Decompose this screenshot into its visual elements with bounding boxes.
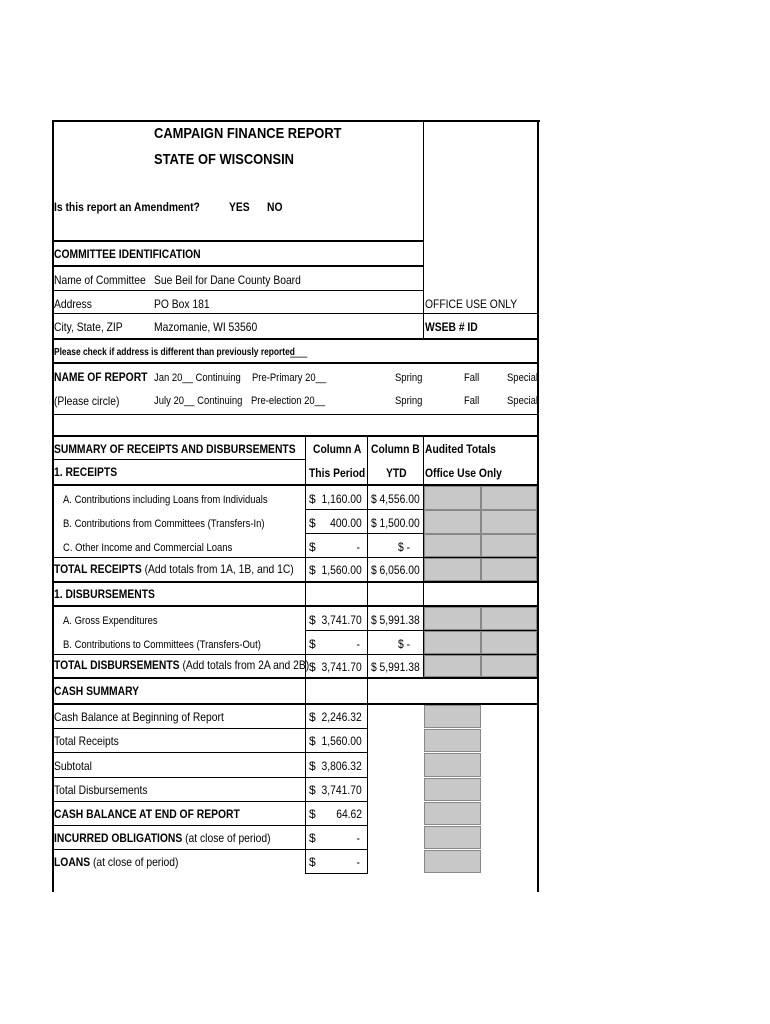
divider — [52, 362, 539, 364]
office-use-cell — [424, 607, 481, 630]
report-option[interactable]: Spring — [395, 395, 423, 407]
office-use-cell — [481, 534, 537, 557]
divider — [52, 290, 424, 291]
audited-totals-header: Audited Totals — [425, 442, 496, 456]
receipt-b-col-a[interactable]: 400.00 — [330, 516, 362, 530]
report-circle-label: (Please circle) — [54, 394, 120, 408]
report-subtitle: STATE OF WISCONSIN — [154, 151, 294, 168]
receipt-b-label: B. Contributions from Committees (Transfers-In) — [63, 518, 265, 530]
divider — [52, 459, 306, 460]
receipt-c-col-a[interactable]: - — [356, 540, 360, 554]
report-option[interactable]: Special — [507, 372, 539, 384]
cash-row-value[interactable]: 3,741.70 — [321, 783, 362, 797]
receipt-a-label: A. Contributions including Loans from Individuals — [63, 494, 268, 506]
committee-name-label: Name of Committee — [54, 273, 146, 287]
office-use-cell — [424, 486, 481, 510]
disbursement-b-col-b[interactable]: $ - — [397, 637, 410, 651]
office-use-cell — [481, 558, 537, 581]
divider — [52, 313, 539, 314]
office-use-only: OFFICE USE ONLY — [425, 297, 518, 311]
currency-sign: $ — [309, 831, 316, 845]
committee-name-value[interactable]: Sue Beil for Dane County Board — [154, 273, 301, 287]
incurred-value[interactable]: - — [356, 831, 360, 845]
column-b-subheader: YTD — [386, 466, 407, 480]
office-use-cell — [424, 826, 481, 849]
office-use-cell — [424, 655, 481, 677]
column-b-header: Column B — [371, 442, 420, 456]
divider — [52, 677, 539, 679]
city-label: City, State, ZIP — [54, 320, 123, 334]
office-use-cell — [481, 631, 537, 654]
report-option[interactable]: Jan 20__ Continuing — [154, 372, 241, 384]
office-use-cell — [424, 753, 481, 777]
disbursements-heading: 1. DISBURSEMENTS — [54, 587, 155, 601]
disbursement-a-label: A. Gross Expenditures — [63, 615, 158, 627]
column-a-subheader: This Period — [309, 466, 366, 480]
report-title: CAMPAIGN FINANCE REPORT — [154, 125, 342, 142]
total-receipts-bold: TOTAL RECEIPTS — [54, 562, 142, 576]
divider — [305, 873, 368, 874]
divider — [52, 240, 424, 242]
disbursement-a-col-b[interactable]: $ 5,991.38 — [371, 613, 420, 627]
currency-sign: $ — [309, 516, 316, 530]
divider — [52, 581, 539, 583]
receipt-c-col-b[interactable]: $ - — [397, 540, 410, 554]
receipts-heading: 1. RECEIPTS — [54, 465, 118, 479]
receipt-a-col-a[interactable]: 1,160.00 — [321, 492, 362, 506]
total-receipts-note: (Add totals from 1A, 1B, and 1C) — [141, 562, 294, 576]
receipt-b-col-b[interactable]: $ 1,500.00 — [371, 516, 420, 530]
cash-row-value[interactable]: 2,246.32 — [321, 710, 362, 724]
office-use-subheader: Office Use Only — [425, 466, 502, 480]
city-value[interactable]: Mazomanie, WI 53560 — [154, 320, 258, 334]
office-use-cell — [424, 631, 481, 654]
loans-bold: LOANS — [54, 855, 91, 869]
office-use-cell — [424, 705, 481, 728]
frame-top — [52, 120, 540, 122]
office-use-cell — [481, 607, 537, 630]
currency-sign: $ — [309, 710, 316, 724]
office-use-cell — [424, 802, 481, 825]
report-option[interactable]: Special — [507, 395, 539, 407]
office-use-cell — [424, 558, 481, 581]
cash-row-value[interactable]: 3,806.32 — [321, 759, 362, 773]
report-option[interactable]: Fall — [464, 372, 480, 384]
currency-sign: $ — [309, 783, 316, 797]
currency-sign: $ — [309, 807, 316, 821]
divider — [52, 752, 368, 753]
cash-end-label: CASH BALANCE AT END OF REPORT — [54, 807, 240, 821]
cash-row-value[interactable]: 1,560.00 — [321, 734, 362, 748]
total-disbursements-col-b[interactable]: $ 5,991.38 — [371, 660, 420, 674]
cash-row-label: Total Disbursements — [54, 783, 148, 797]
report-option[interactable]: Pre-Primary 20__ — [252, 372, 327, 384]
total-disbursements-bold: TOTAL DISBURSEMENTS — [54, 658, 180, 672]
divider — [52, 825, 368, 826]
divider — [52, 728, 368, 729]
office-divider — [423, 120, 424, 340]
receipt-c-label: C. Other Income and Commercial Loans — [63, 542, 233, 554]
report-option[interactable]: Spring — [395, 372, 423, 384]
divider — [52, 849, 368, 850]
wseb-id-label: WSEB # ID — [425, 320, 478, 334]
cash-row-label: Total Receipts — [54, 734, 119, 748]
total-receipts-col-a[interactable]: 1,560.00 — [321, 563, 362, 577]
report-option[interactable]: Pre-election 20__ — [251, 395, 326, 407]
incurred-label — [54, 831, 271, 845]
currency-sign: $ — [309, 855, 316, 869]
incurred-bold: INCURRED OBLIGATIONS — [54, 831, 183, 845]
receipt-a-col-b[interactable]: $ 4,556.00 — [371, 492, 420, 506]
committee-section-label: COMMITTEE IDENTIFICATION — [54, 247, 201, 261]
loans-value[interactable]: - — [356, 855, 360, 869]
currency-sign: $ — [309, 734, 316, 748]
total-receipts-label — [54, 562, 294, 576]
currency-sign: $ — [309, 759, 316, 773]
currency-sign: $ — [309, 613, 316, 627]
currency-sign: $ — [309, 540, 316, 554]
office-use-cell — [424, 729, 481, 752]
office-use-cell — [481, 655, 537, 677]
amendment-yes[interactable]: YES — [229, 200, 250, 214]
total-disbursements-col-a[interactable]: 3,741.70 — [321, 660, 362, 674]
currency-sign: $ — [309, 492, 316, 506]
divider — [52, 777, 368, 778]
amendment-question: Is this report an Amendment? — [54, 200, 200, 214]
address-label: Address — [54, 297, 92, 311]
report-option[interactable]: Fall — [464, 395, 480, 407]
cash-summary-heading: CASH SUMMARY — [54, 684, 140, 698]
incurred-note: (at close of period) — [182, 831, 271, 845]
loans-label — [54, 855, 178, 869]
disbursement-b-label: B. Contributions to Committees (Transfers-Out) — [63, 639, 261, 651]
amendment-no[interactable]: NO — [267, 200, 283, 214]
office-use-cell — [424, 510, 481, 534]
office-use-cell — [424, 850, 481, 873]
office-use-cell — [481, 510, 537, 534]
cash-row-label: Cash Balance at Beginning of Report — [54, 710, 224, 724]
disbursement-a-col-a[interactable]: 3,741.70 — [321, 613, 362, 627]
currency-sign: $ — [309, 563, 316, 577]
column-a-header: Column A — [313, 442, 362, 456]
divider — [52, 435, 539, 437]
office-use-cell — [424, 534, 481, 557]
cash-row-label: Subtotal — [54, 759, 92, 773]
divider — [52, 338, 539, 340]
currency-sign: $ — [309, 637, 316, 651]
frame-right — [537, 120, 539, 892]
divider — [52, 801, 368, 802]
address-check-blank[interactable]: ___ — [290, 344, 308, 358]
office-use-cell — [424, 778, 481, 801]
divider — [52, 414, 539, 415]
report-option[interactable]: July 20__ Continuing — [154, 395, 243, 407]
cash-end-value[interactable]: 64.62 — [336, 807, 362, 821]
report-name-label: NAME OF REPORT — [54, 370, 148, 384]
loans-note: (at close of period) — [90, 855, 179, 869]
address-check-text: Please check if address is different than previously reported — [54, 347, 295, 358]
divider — [52, 265, 424, 267]
total-disbursements-label — [54, 658, 309, 672]
office-use-cell — [481, 486, 537, 510]
currency-sign: $ — [309, 660, 316, 674]
summary-title: SUMMARY OF RECEIPTS AND DISBURSEMENTS — [54, 442, 296, 456]
total-receipts-col-b[interactable]: $ 6,056.00 — [371, 563, 420, 577]
disbursement-b-col-a[interactable]: - — [356, 637, 360, 651]
total-disbursements-note: (Add totals from 2A and 2B) — [179, 658, 310, 672]
address-value[interactable]: PO Box 181 — [154, 297, 210, 311]
